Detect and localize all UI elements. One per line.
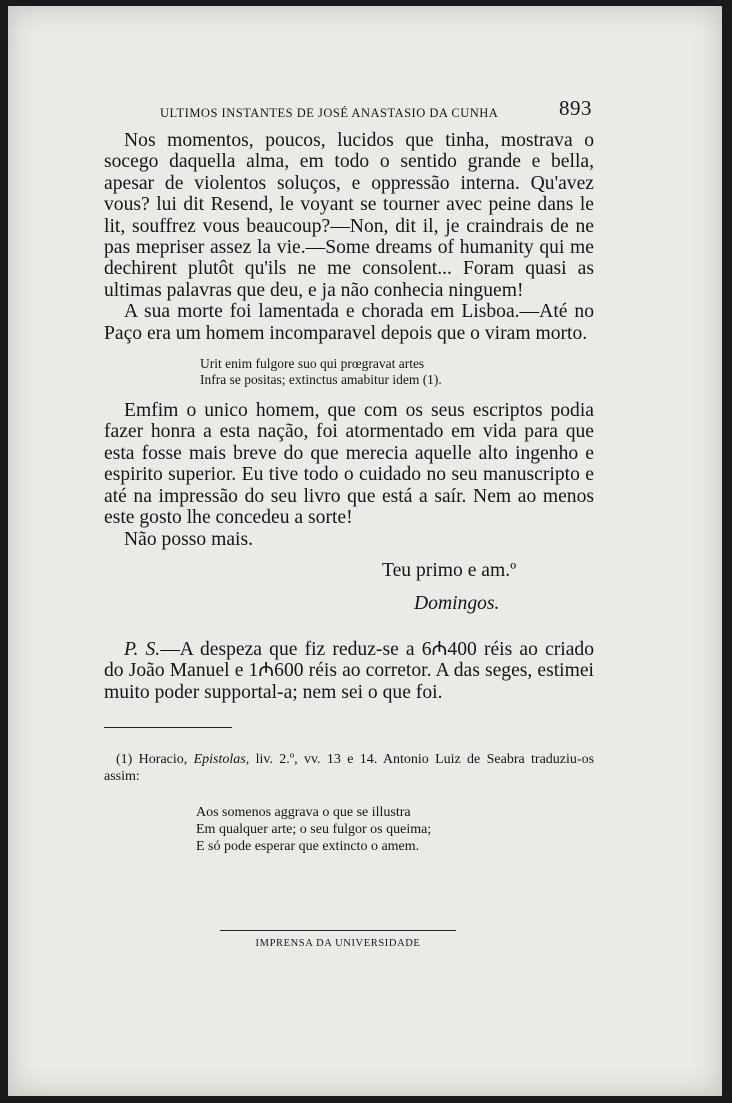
footnote-text: liv. 2.º, vv. 13 e 14. Antonio Luiz de Seabra traduziu-os assim:	[104, 752, 595, 784]
signature: Domingos.	[414, 592, 500, 614]
quote-line: Urit enim fulgore suo qui prœgravat artes	[200, 356, 425, 372]
footnote	[104, 752, 594, 785]
footnote-verse-line: E só pode esperar que extincto o amem.	[196, 838, 420, 854]
footnote-verse-line: Aos somenos aggrava o que se illustra	[196, 805, 411, 821]
postscript-text: —A despeza que fiz reduz-se a 6₼400 réis ao criado do João Manuel e 1₼600 réis ao corretor. A das seges, estimei muito poder supportal-a; nem sei o que foi.	[104, 638, 594, 703]
paragraph-1: Nos momentos, poucos, lucidos que tinha, mostrava o socego daquella alma, em todo o sentido grande e bella, apesar de violentos soluços, e oppressão interna. Qu'avez vous? lui dit Resend, le voyant se tourner avec peine dans le lit, souffrez vous beaucoup?—Non, dit il, je craindrais de ne pas mepriser assez la vie.—Some dreams of humanity qui me dechirent plutôt qu'ils ne me consolent... Foram quasi as ultimas palavras que deu, e ja não conhecia ninguem!	[104, 130, 594, 301]
running-head	[104, 96, 594, 130]
imprint: IMPRENSA DA UNIVERSIDADE	[255, 938, 421, 949]
footnote-verse-line: Em qualquer arte; o seu fulgor os queima;	[196, 821, 432, 837]
quote-line: Infra se positas; extinctus amabitur idem (1).	[200, 372, 442, 388]
latin-quote	[200, 356, 594, 388]
postscript	[104, 639, 594, 703]
running-title: ULTIMOS INSTANTES DE JOSÉ ANASTASIO DA CUNHA	[160, 106, 499, 120]
paragraph-3: Emfim o unico homem, que com os seus escriptos podia fazer honra a esta nação, foi atormentado em vida para que esta fosse mais breve do que merecia aquelle alto ingenho e espirito superior. Eu tive todo o cuidado no seu manuscripto e até na impressão do seu livro que está a saír. Nem ao menos este gosto lhe concedeu a sorte!	[104, 400, 594, 529]
footnote-rule	[104, 727, 232, 728]
paragraph-4: Não posso mais.	[124, 528, 253, 550]
imprint-rule	[220, 930, 456, 931]
footnote-verse	[196, 805, 594, 855]
paragraph-2: A sua morte foi lamentada e chorada em Lisboa.—Até no Paço era um homem incomparavel depois que o viram morto.	[104, 301, 594, 344]
footnote-work: Epistolas,	[193, 752, 250, 768]
book-page	[8, 6, 722, 1096]
footnote-author: Horacio,	[138, 752, 188, 768]
footnote-marker: (1)	[116, 752, 133, 768]
page-number: 893	[559, 96, 592, 120]
page-content	[104, 96, 595, 855]
closing: Teu primo e am.º	[382, 559, 517, 581]
postscript-label: P. S.	[124, 638, 161, 660]
